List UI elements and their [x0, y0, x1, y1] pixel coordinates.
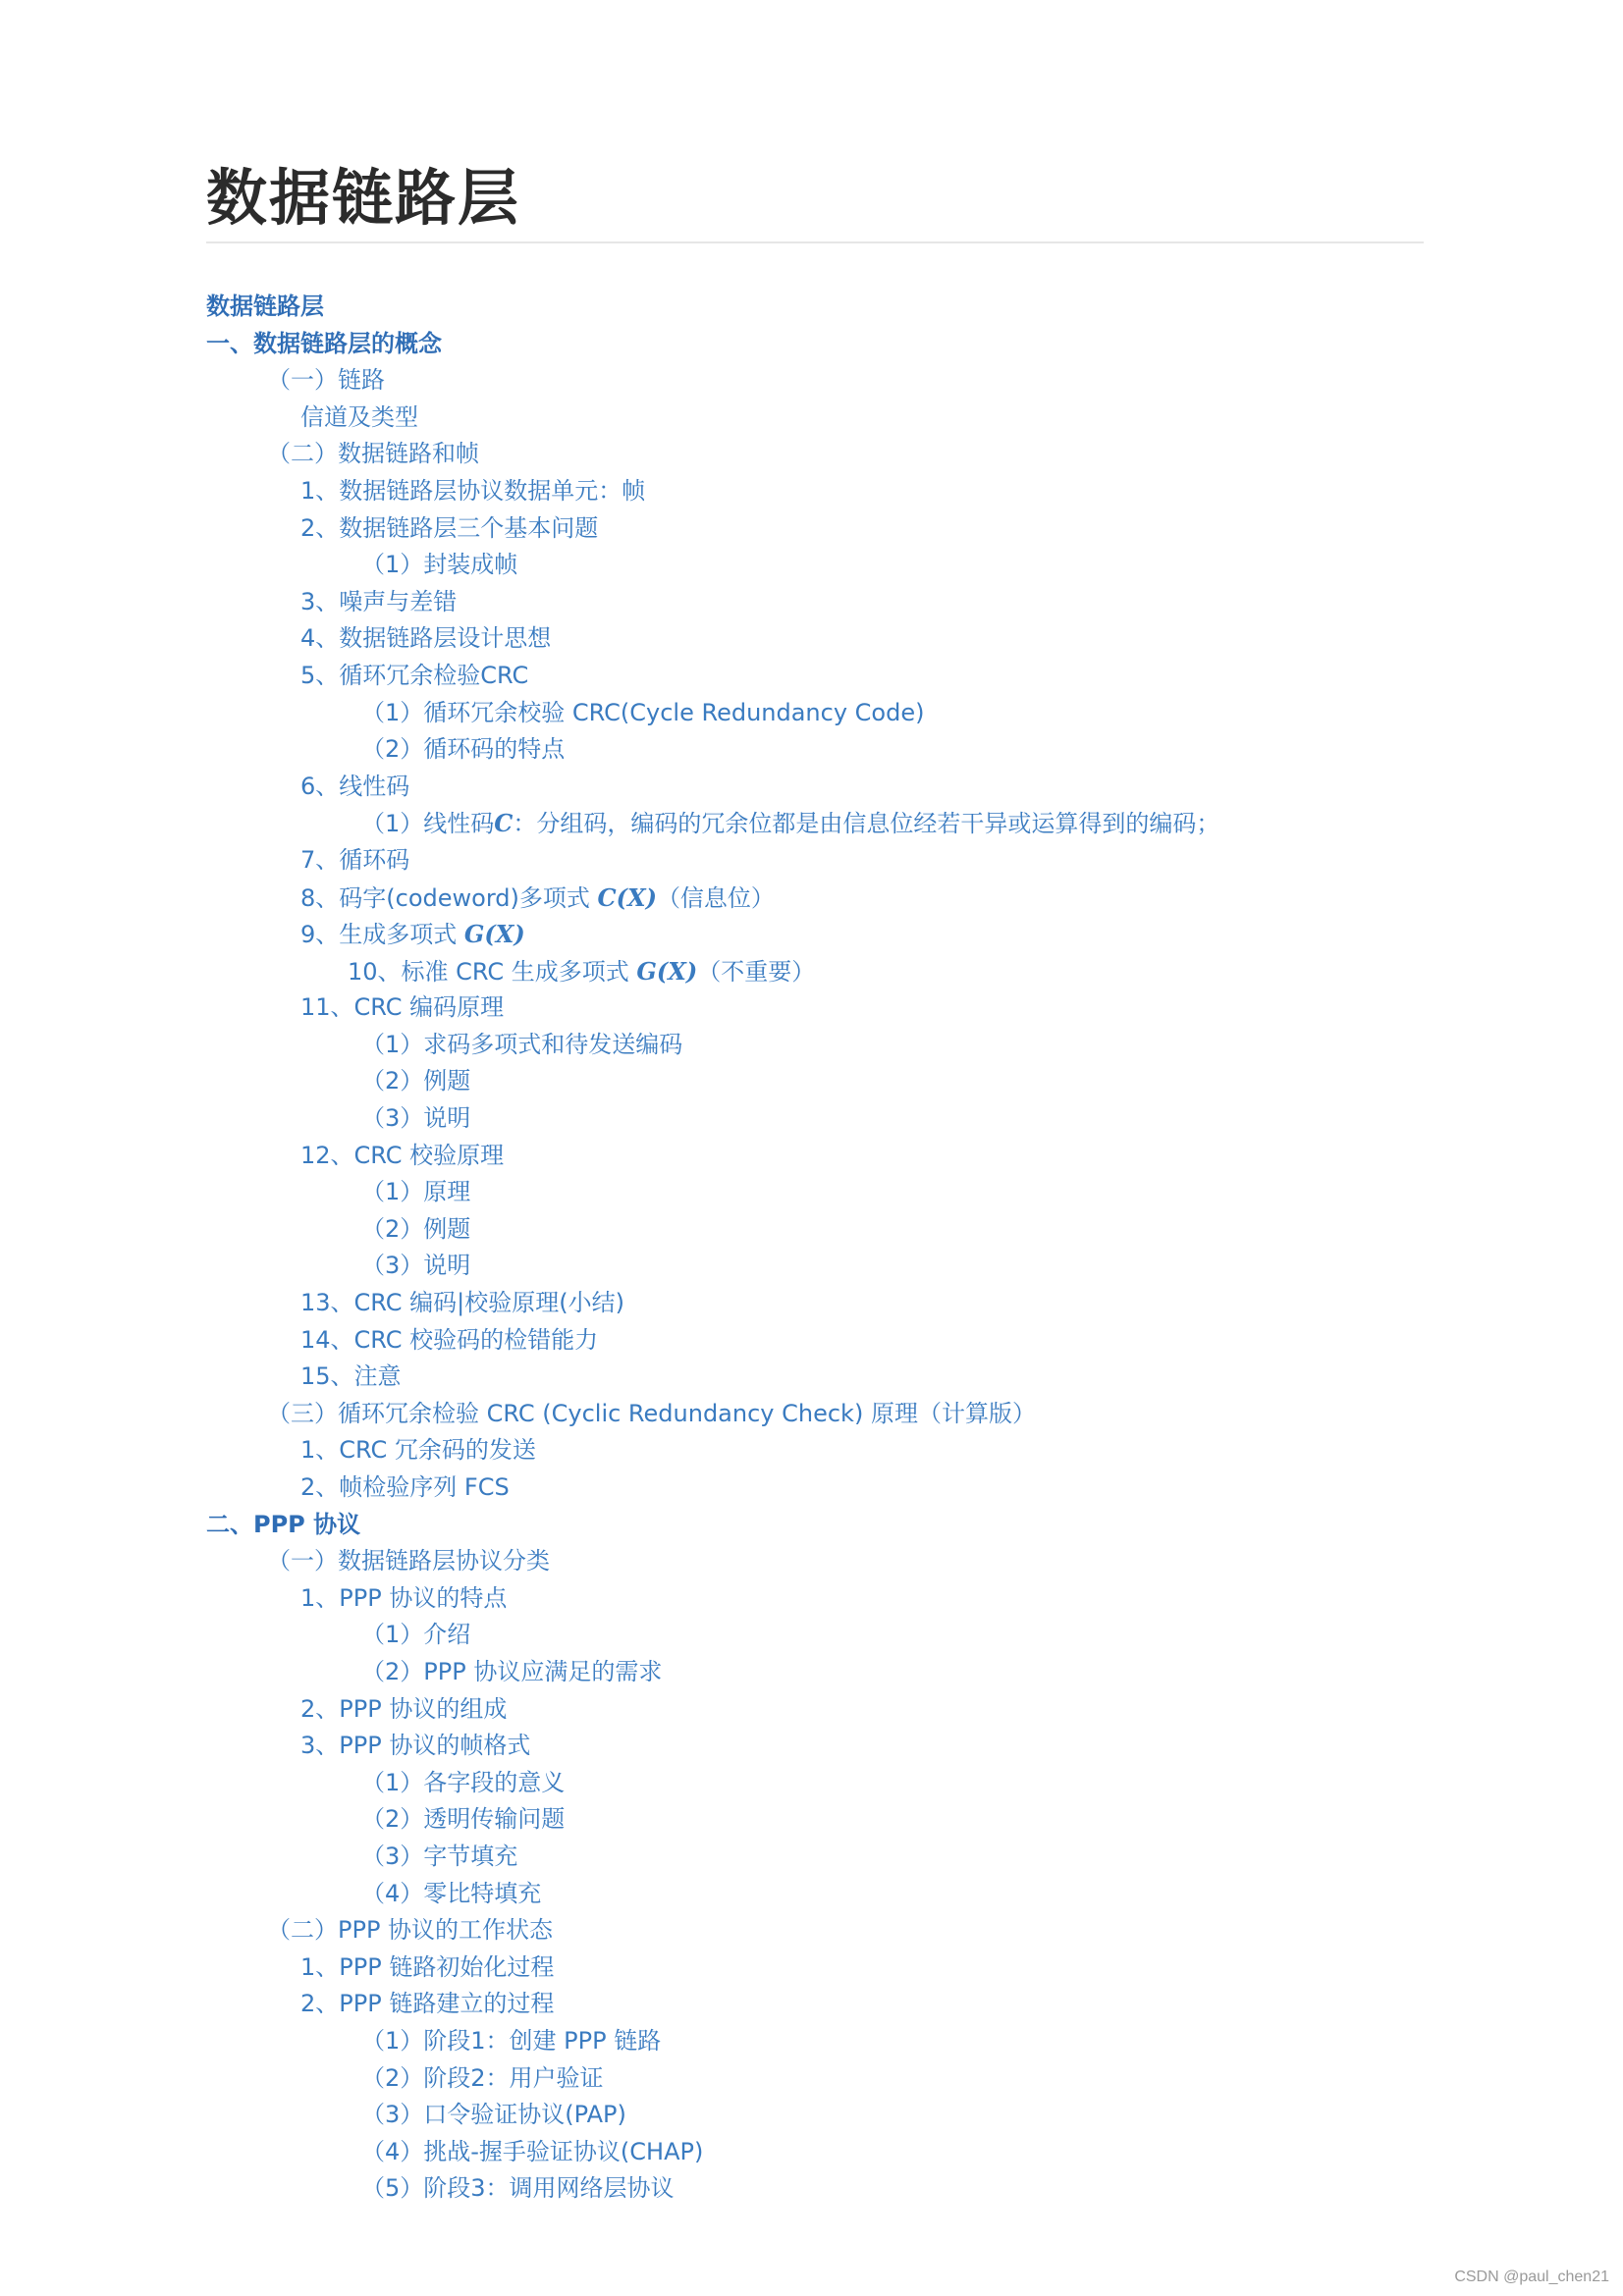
toc-link[interactable] [300, 1953, 554, 1981]
toc-link-text: （2）PPP 协议应满足的需求 [361, 1657, 663, 1685]
toc-entry[interactable] [0, 731, 1219, 769]
toc-link-text: 9、生成多项式 [300, 921, 464, 949]
toc-link[interactable] [361, 699, 924, 726]
toc-link-text: （2）循环码的特点 [361, 735, 566, 764]
toc-link[interactable] [361, 1104, 470, 1132]
toc-math-symbol: C(X) [597, 882, 657, 912]
toc-link-text: （二）PPP 协议的工作状态 [267, 1916, 554, 1945]
toc-entry[interactable] [0, 400, 1219, 437]
toc-entry[interactable] [0, 1027, 1219, 1064]
toc-entry[interactable] [0, 1691, 1219, 1729]
toc-entry[interactable] [0, 1174, 1219, 1211]
toc-link-text: （1）求码多项式和待发送编码 [361, 1030, 683, 1058]
toc-entry[interactable] [0, 2060, 1219, 2098]
toc-entry[interactable] [0, 1211, 1219, 1249]
toc-link[interactable] [361, 1769, 565, 1796]
toc-entry[interactable] [0, 1469, 1219, 1507]
toc-link-text: 信道及类型 [300, 402, 418, 431]
toc-link-text: 12、CRC 校验原理 [300, 1141, 505, 1169]
toc-link-suffix: ：分组码，编码的冗余位都是由信息位经若干异或运算得到的编码； [513, 810, 1220, 838]
toc-link[interactable] [361, 1658, 662, 1685]
title-divider [206, 241, 1424, 243]
toc-entry[interactable] [0, 1876, 1219, 1913]
toc-link-text: 4、数据链路层设计思想 [300, 624, 552, 653]
toc-link[interactable] [361, 1067, 470, 1095]
toc-entry[interactable] [0, 2170, 1219, 2208]
toc-entry[interactable] [0, 547, 1219, 584]
toc-link[interactable] [300, 477, 645, 505]
watermark: CSDN @paul_chen21 [1454, 2269, 1609, 2285]
toc-link-text: 13、CRC 编码|校验原理(小结) [300, 1289, 624, 1317]
toc-link[interactable] [361, 1178, 470, 1205]
toc-link[interactable] [300, 1584, 507, 1612]
toc-link-text: （1）原理 [361, 1178, 471, 1206]
toc-link[interactable] [361, 2027, 661, 2055]
toc-link-text: （一）数据链路层协议分类 [267, 1547, 550, 1575]
toc-link[interactable] [361, 2101, 626, 2128]
toc-entry[interactable] [0, 953, 1219, 990]
toc-link-text: 2、数据链路层三个基本问题 [300, 513, 599, 542]
toc-link[interactable] [300, 993, 504, 1021]
toc-entry[interactable] [0, 769, 1219, 806]
toc-link[interactable] [300, 1436, 536, 1464]
toc-link-text: 14、CRC 校验码的检错能力 [300, 1325, 599, 1354]
toc-link-text: （1）封装成帧 [361, 551, 518, 579]
toc-link-text: 1、数据链路层协议数据单元：帧 [300, 476, 646, 505]
toc-link[interactable] [300, 588, 457, 615]
toc-entry[interactable] [0, 880, 1219, 917]
toc-link-text: （4）挑战-握手验证协议(CHAP) [361, 2137, 704, 2165]
toc-link[interactable] [300, 921, 525, 948]
toc-entry[interactable] [0, 1728, 1219, 1765]
toc-link-text: 1、CRC 冗余码的发送 [300, 1436, 536, 1465]
toc-entry[interactable] [0, 1507, 1219, 1544]
toc-link[interactable] [300, 773, 409, 800]
toc-entry[interactable] [0, 584, 1219, 621]
toc-entry[interactable] [0, 805, 1219, 842]
toc-link-text: （三）循环冗余检验 CRC (Cyclic Redundancy Check) 原理（计算版） [267, 1399, 1036, 1427]
toc-entry[interactable] [0, 1322, 1219, 1360]
toc-entry[interactable] [0, 362, 1219, 400]
toc-link-text: （3）说明 [361, 1104, 471, 1133]
toc-link-text: 2、帧检验序列 FCS [300, 1473, 510, 1501]
toc-link-text: 8、码字(codeword)多项式 [300, 883, 598, 912]
toc-entry[interactable] [0, 1986, 1219, 2023]
toc-math-symbol: C [494, 809, 514, 838]
toc-entry[interactable] [0, 2097, 1219, 2134]
toc-link[interactable] [300, 1362, 402, 1390]
toc-link-text: 3、噪声与差错 [300, 587, 458, 615]
toc-link-text: （1）各字段的意义 [361, 1768, 566, 1796]
toc-link-text: 2、PPP 协议的组成 [300, 1694, 508, 1723]
toc-entry[interactable] [0, 1100, 1219, 1138]
toc-link[interactable] [361, 2174, 675, 2202]
toc-link-text: 7、循环码 [300, 845, 410, 874]
toc-link[interactable] [300, 403, 418, 431]
toc-link[interactable] [300, 846, 409, 874]
toc-link-text: （3）说明 [361, 1252, 471, 1280]
toc-link[interactable] [300, 514, 598, 542]
toc-link-text: 10、标准 CRC 生成多项式 [348, 957, 637, 986]
toc-link-suffix: （信息位） [656, 883, 775, 912]
toc-entry[interactable] [0, 1432, 1219, 1469]
toc-link[interactable] [361, 1621, 470, 1648]
toc-link-text: 1、PPP 协议的特点 [300, 1583, 508, 1612]
toc-entry[interactable] [0, 1617, 1219, 1654]
toc-link-text: （2）透明传输问题 [361, 1805, 566, 1834]
toc-entry[interactable] [0, 1396, 1219, 1433]
toc-entry[interactable] [0, 695, 1219, 732]
toc-link-text: 6、线性码 [300, 772, 410, 800]
toc-link-text: （1）线性码 [361, 810, 495, 838]
toc-link[interactable] [361, 1805, 565, 1833]
toc-link-text: （3）口令验证协议(PAP) [361, 2101, 626, 2129]
toc-link-text: （1）阶段1：创建 PPP 链路 [361, 2026, 662, 2055]
toc-entry[interactable] [0, 1801, 1219, 1839]
toc-link[interactable] [361, 735, 565, 763]
toc-link[interactable] [300, 1142, 504, 1169]
toc-entry[interactable] [0, 1138, 1219, 1175]
toc-entry[interactable] [0, 620, 1219, 658]
toc-entry[interactable] [0, 289, 1219, 326]
toc-link[interactable] [348, 958, 815, 986]
page-title: 数据链路层 [206, 162, 521, 234]
toc-link-text: 5、循环冗余检验CRC [300, 661, 529, 689]
toc-entry[interactable] [0, 1285, 1219, 1322]
toc-link[interactable] [300, 624, 551, 652]
toc-link[interactable] [267, 440, 479, 467]
toc-link-text: 3、PPP 协议的帧格式 [300, 1732, 531, 1760]
toc-entry[interactable] [0, 1654, 1219, 1691]
toc-link[interactable] [300, 884, 775, 912]
toc-entry[interactable] [0, 658, 1219, 695]
toc-link[interactable] [300, 1732, 530, 1759]
toc-link-text: （2）例题 [361, 1067, 471, 1095]
toc-link-text: 1、PPP 链路初始化过程 [300, 1952, 555, 1981]
toc-link-text: （二）数据链路和帧 [267, 440, 479, 468]
toc-link-text: （1）介绍 [361, 1621, 471, 1649]
toc-link[interactable] [206, 293, 324, 320]
toc-link-text: （4）零比特填充 [361, 1879, 542, 1907]
toc-link-text: 数据链路层 [206, 293, 324, 320]
toc-entry[interactable] [0, 2023, 1219, 2060]
toc-link[interactable] [300, 662, 528, 689]
toc-link[interactable] [300, 1990, 554, 2017]
toc-entry[interactable] [0, 916, 1219, 953]
toc-math-symbol: G(X) [636, 956, 698, 986]
toc-link[interactable] [267, 1547, 550, 1575]
toc-link[interactable] [361, 551, 517, 578]
toc-link[interactable] [206, 330, 442, 357]
toc-entry[interactable] [0, 2134, 1219, 2171]
toc-link[interactable] [361, 1215, 470, 1243]
toc-link[interactable] [361, 2064, 604, 2092]
toc-entry[interactable] [0, 1765, 1219, 1802]
toc-entry[interactable] [0, 1949, 1219, 1987]
toc-entry[interactable] [0, 1543, 1219, 1580]
toc-link[interactable] [361, 1842, 517, 1870]
toc-math-symbol: G(X) [463, 920, 525, 949]
toc-link-text: （3）字节填充 [361, 1842, 518, 1870]
toc-entry[interactable] [0, 1580, 1219, 1618]
toc-link[interactable] [361, 2138, 703, 2165]
toc-link[interactable] [267, 1916, 553, 1944]
toc-link-text: 15、注意 [300, 1362, 402, 1391]
toc-link[interactable] [300, 1695, 507, 1723]
toc-link-suffix: （不重要） [697, 957, 816, 986]
toc-entry[interactable] [0, 989, 1219, 1027]
toc-entry[interactable] [0, 510, 1219, 548]
toc-link-text: 一、数据链路层的概念 [206, 329, 442, 357]
toc-link[interactable] [267, 366, 385, 394]
toc-link[interactable] [206, 1511, 360, 1538]
toc-entry[interactable] [0, 326, 1219, 363]
toc-link[interactable] [267, 1400, 1036, 1427]
toc-link-text: （1）循环冗余校验 CRC(Cycle Redundancy Code) [361, 698, 925, 726]
toc-entry[interactable] [0, 1359, 1219, 1396]
toc-link[interactable] [300, 1289, 624, 1316]
toc-link[interactable] [361, 1880, 541, 1907]
toc-entry[interactable] [0, 436, 1219, 473]
toc-entry[interactable] [0, 1839, 1219, 1876]
toc-link-text: 2、PPP 链路建立的过程 [300, 1990, 555, 2018]
toc-link-text: 11、CRC 编码原理 [300, 993, 505, 1022]
toc-entry[interactable] [0, 1912, 1219, 1949]
toc-link[interactable] [300, 1326, 598, 1354]
toc-link-text: （5）阶段3：调用网络层协议 [361, 2174, 675, 2203]
toc-link-text: （一）链路 [267, 366, 385, 395]
toc-link-text: （2）例题 [361, 1214, 471, 1243]
toc-link[interactable] [361, 810, 1219, 837]
toc-link[interactable] [361, 1031, 682, 1058]
toc-entry[interactable] [0, 1063, 1219, 1100]
toc-entry[interactable] [0, 473, 1219, 510]
toc-link[interactable] [300, 1473, 510, 1501]
toc-entry[interactable] [0, 1248, 1219, 1285]
toc-link-text: （2）阶段2：用户验证 [361, 2063, 604, 2092]
table-of-contents [0, 289, 1219, 2208]
toc-link[interactable] [361, 1252, 470, 1279]
toc-entry[interactable] [0, 842, 1219, 880]
toc-link-text: 二、PPP 协议 [206, 1510, 361, 1538]
